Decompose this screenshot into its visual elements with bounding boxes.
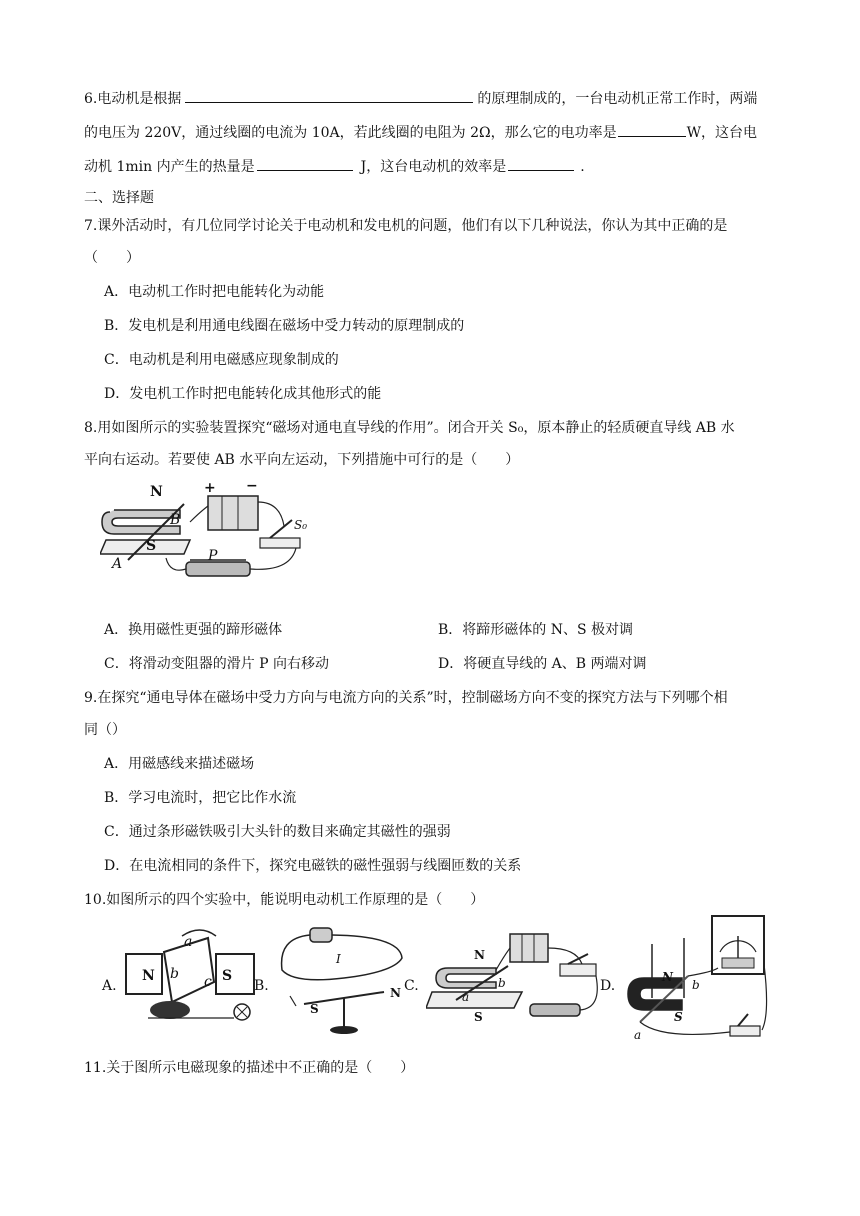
q6-line-2 (84, 122, 757, 143)
q10-figure-a[interactable] (124, 922, 256, 1034)
q6-blank-2[interactable] (618, 122, 686, 137)
q8-label-a: A (112, 556, 123, 572)
q8-label-p: P (208, 548, 218, 564)
q8-label-b: B (170, 512, 181, 528)
q7-stem-line-2: （ ） (84, 250, 140, 266)
q6-text: 动机 1min 内产生的热量是 (84, 159, 255, 175)
fig-a-label-s: S (222, 968, 233, 984)
q10-figure-d[interactable] (622, 914, 770, 1048)
rail-rod-circuit-drawing (426, 930, 604, 1026)
fig-d-label-s: S (674, 1010, 683, 1024)
q8-option-b[interactable]: B．将蹄形磁体的 N、S 极对调 (438, 622, 634, 638)
q7-option-a[interactable]: A．电动机工作时把电能转化为动能 (104, 284, 325, 300)
q6-blank-1[interactable] (185, 88, 473, 103)
q9-option-c[interactable]: C．通过条形磁铁吸引大头针的数目来确定其磁性的强弱 (104, 824, 451, 840)
q7-option-c[interactable]: C．电动机是利用电磁感应现象制成的 (104, 352, 339, 368)
q10-option-c-letter[interactable]: C. (404, 978, 419, 994)
q8-option-a[interactable]: A．换用磁性更强的蹄形磁体 (104, 622, 283, 638)
q6-text: 的原理制成的，一台电动机正常工作时，两端 (477, 91, 758, 107)
q11-stem: 11.关于图所示电磁现象的描述中不正确的是（ ） (84, 1060, 415, 1076)
fig-c-label-s: S (474, 1010, 483, 1024)
q8-stem: 8.用如图所示的实验装置探究“磁场对通电直导线的作用”。闭合开关 S₀，原本静止的轻质硬直导线 AB 水 (84, 420, 735, 436)
q8-label-s: S (146, 538, 157, 554)
q7-option-d[interactable]: D．发电机工作时把电能转化成其他形式的能 (104, 386, 382, 402)
fig-c-label-n: N (474, 948, 485, 962)
q10-option-d-letter[interactable]: D. (600, 978, 616, 994)
fig-c-label-b: b (498, 976, 506, 990)
fig-d-label-n: N (662, 970, 673, 984)
q6-blank-4[interactable] (508, 156, 574, 171)
fig-d-label-b: b (692, 978, 700, 992)
q6-line-1 (84, 88, 757, 109)
q9-option-d[interactable]: D．在电流相同的条件下，探究电磁铁的磁性强弱与线圈匝数的关系 (104, 858, 522, 874)
q8-option-c[interactable]: C．将滑动变阻器的滑片 P 向右移动 (104, 656, 330, 672)
q10-figure-c[interactable] (426, 930, 604, 1026)
fig-a-label-a: a (184, 934, 193, 950)
q10-stem: 10.如图所示的四个实验中，能说明电动机工作原理的是（ ） (84, 892, 485, 908)
q6-text: 6.电动机是根据 (84, 91, 182, 107)
fig-a-label-b: b (170, 966, 179, 982)
q9-stem: 9.在探究“通电导体在磁场中受力方向与电流方向的关系”时，控制磁场方向不变的探究方法与下列哪个相 (84, 690, 728, 706)
q8-label-switch: S₀ (294, 518, 308, 532)
fig-a-label-c: c (204, 974, 212, 990)
q10-option-b-letter[interactable]: B. (254, 978, 269, 994)
q8-label-plus: + (204, 480, 216, 496)
fig-b-label-s: S (310, 1002, 319, 1016)
q7-stem: 7.课外活动时，有几位同学讨论关于电动机和发电机的问题，他们有以下几种说法，你认为其中正确的是 (84, 218, 728, 234)
q10-option-a-letter[interactable]: A. (102, 978, 117, 994)
fig-d-label-a: a (634, 1028, 642, 1042)
q6-text: W，这台电 (686, 125, 758, 141)
q8-apparatus-figure (100, 478, 310, 586)
fig-b-label-n: N (390, 986, 401, 1000)
q8-label-minus: − (246, 478, 258, 494)
compass-wire-drawing (274, 918, 414, 1038)
q6-text: . (580, 159, 585, 175)
q8-apparatus-drawing (100, 482, 310, 586)
q6-blank-3[interactable] (257, 156, 353, 171)
q9-option-a[interactable]: A．用磁感线来描述磁场 (104, 756, 255, 772)
fig-a-label-n: N (142, 968, 155, 984)
fig-c-label-a: a (462, 990, 470, 1004)
q8-label-n: N (150, 484, 163, 500)
q6-text: J，这台电动机的效率是 (360, 159, 507, 175)
q7-option-b[interactable]: B．发电机是利用通电线圈在磁场中受力转动的原理制成的 (104, 318, 465, 334)
q9-stem-line-2: 同（） (84, 722, 126, 738)
q8-stem-line-2: 平向右运动。若要使 AB 水平向左运动，下列措施中可行的是（ ） (84, 452, 520, 468)
q10-figure-b[interactable] (274, 918, 414, 1038)
q8-option-d[interactable]: D．将硬直导线的 A、B 两端对调 (438, 656, 647, 672)
q6-line-3 (84, 156, 585, 177)
fig-b-label-i: I (336, 952, 341, 966)
q6-text: 的电压为 220V，通过线圈的电流为 10A，若此线圈的电阻为 2Ω，那么它的电功率是 (84, 125, 617, 141)
section-title: 二、选择题 (84, 190, 154, 206)
q9-option-b[interactable]: B．学习电流时，把它比作水流 (104, 790, 297, 806)
